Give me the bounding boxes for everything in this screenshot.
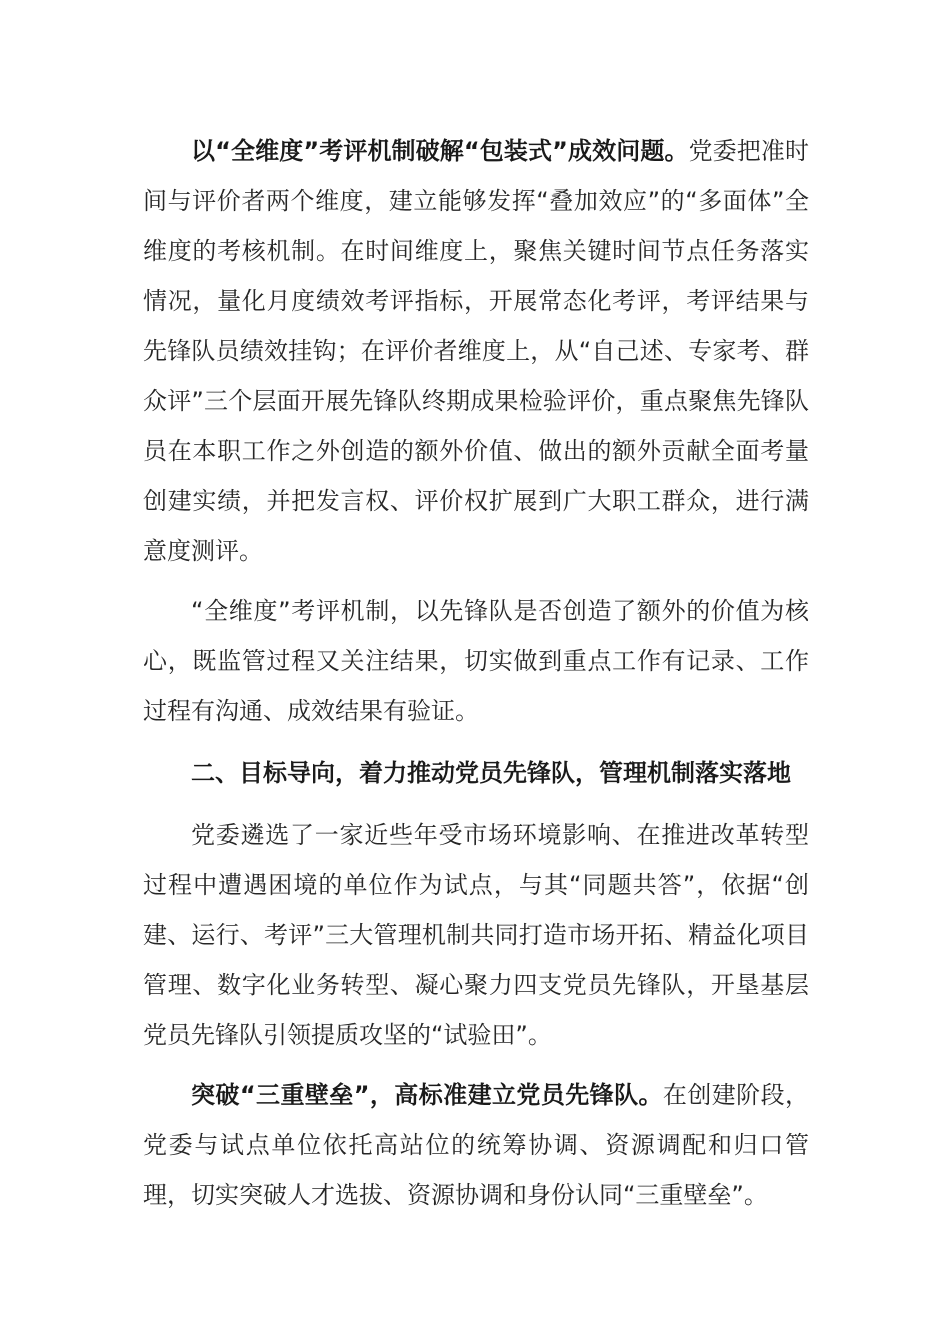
paragraph-body: “全维度”考评机制，以先锋队是否创造了额外的价值为核心，既监管过程又关注结果，切实做到重点工作有记录、工作过程有沟通、成效结果有验证。 <box>143 597 809 725</box>
paragraph-lead: 以“全维度”考评机制破解“包装式”成效问题。 <box>191 137 689 165</box>
paragraph-evaluation-mechanism <box>143 126 809 576</box>
paragraph-pilot-unit <box>143 810 809 1060</box>
paragraph-three-barriers <box>143 1070 809 1220</box>
section-heading: 二、目标导向，着力推动党员先锋队，管理机制落实落地 <box>191 759 791 787</box>
paragraph-body: 党委把准时间与评价者两个维度，建立能够发挥“叠加效应”的“多面体”全维度的考核机制。在时间维度上，聚焦关键时间节点任务落实情况，量化月度绩效考评指标，开展常态化考评，考评结果与先锋队员绩效挂钩；在评价者维度上，从“自己述、专家考、群众评”三个层面开展先锋队终期成果检验评价，重点聚焦先锋队员在本职工作之外创造的额外价值、做出的额外贡献全面考量创建实绩，并把发言权、评价权扩展到广大职工群众，进行满意度测评。 <box>143 137 810 565</box>
paragraph-lead: 突破“三重壁垒”，高标准建立党员先锋队。 <box>191 1081 663 1109</box>
paragraph-evaluation-summary <box>143 586 809 736</box>
paragraph-body: 在创建阶段，党委与试点单位依托高站位的统筹协调、资源调配和归口管理，切实突破人才选拔、资源协调和身份认同“三重壁垒”。 <box>143 1081 810 1209</box>
paragraph-body: 党委遴选了一家近些年受市场环境影响、在推进改革转型过程中遭遇困境的单位作为试点，与其“同题共答”，依据“创建、运行、考评”三大管理机制共同打造市场开拓、精益化项目管理、数字化业务转型、凝心聚力四支党员先锋队，开垦基层党员先锋队引领提质攻坚的“试验田”。 <box>143 821 809 1049</box>
